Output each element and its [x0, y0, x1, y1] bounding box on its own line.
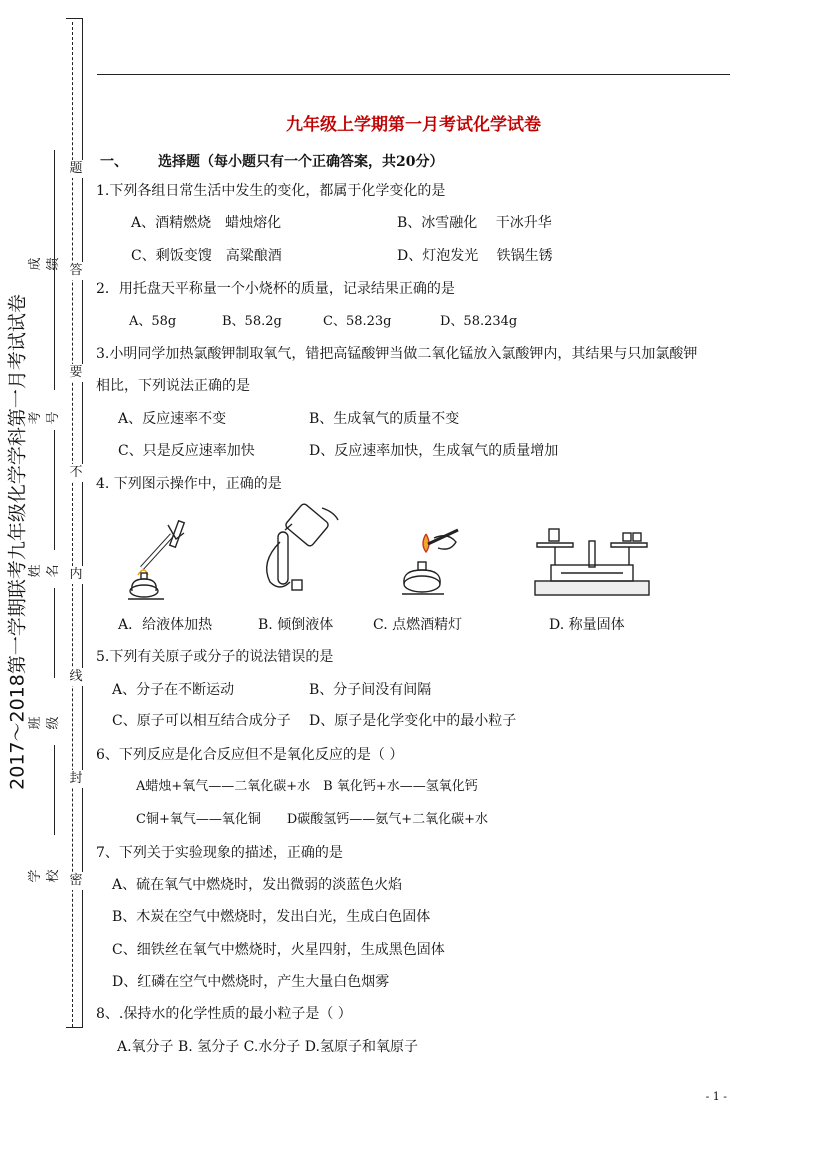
seal-char: 密: [69, 873, 83, 888]
question-4-stem: 4. 下列图示操作中，正确的是: [96, 476, 282, 492]
page-number: - 1 -: [705, 1090, 727, 1103]
q2-option-c[interactable]: C、58.23g: [323, 314, 392, 329]
q7-option-d[interactable]: D、红磷在空气中燃烧时，产生大量白色烟雾: [112, 974, 390, 990]
field-label-class: 班级: [28, 716, 61, 730]
q7-option-b[interactable]: B、木炭在空气中燃烧时，发出白光，生成白色固体: [112, 909, 431, 925]
field-line-score: [54, 150, 55, 390]
seal-cap-top: [66, 18, 82, 19]
q3-option-a[interactable]: A、反应速率不变: [118, 411, 227, 427]
field-label-school: 学校: [28, 869, 61, 883]
q1-option-b[interactable]: B、冰雪融化 干冰升华: [397, 215, 552, 231]
question-1-stem: 1.下列各组日常生活中发生的变化，都属于化学变化的是: [96, 183, 446, 199]
figure-heating-liquid: [124, 513, 194, 603]
seal-char: 不: [69, 465, 83, 480]
q4-option-c[interactable]: C. 点燃酒精灯: [373, 617, 463, 633]
q2-option-b[interactable]: B、58.2g: [222, 314, 282, 329]
q7-option-a[interactable]: A、硫在氧气中燃烧时，发出微弱的淡蓝色火焰: [112, 877, 403, 893]
page-title: 九年级上学期第一月考试化学试卷: [286, 115, 541, 135]
q4-option-a[interactable]: A．给液体加热: [118, 617, 213, 633]
q1-option-d[interactable]: D、灯泡发光 铁锅生锈: [397, 248, 553, 264]
field-line-name: [54, 588, 55, 678]
q6-options-ab[interactable]: A蜡烛+氧气——二氧化碳+水 B 氧化钙+水——氢氧化钙: [136, 779, 478, 794]
field-label-name: 姓名: [28, 564, 61, 578]
q4-option-d[interactable]: D. 称量固体: [549, 617, 625, 633]
seal-char: 线: [69, 669, 83, 684]
field-label-exam-no: 考号: [28, 411, 61, 425]
question-6-stem: 6、下列反应是化合反应但不是氧化反应的是（ ）: [96, 747, 404, 763]
q3-option-b[interactable]: B、生成氧气的质量不变: [309, 411, 460, 427]
figure-pouring-liquid: [252, 502, 342, 602]
field-label-score: 成绩: [28, 257, 61, 271]
question-2-stem: 2．用托盘天平称量一个小烧杯的质量，记录结果正确的是: [96, 281, 455, 297]
figure-balance-scale: [531, 521, 653, 601]
seal-cap-bottom: [66, 1027, 82, 1028]
seal-char: 答: [69, 263, 83, 278]
question-7-stem: 7、下列关于实验现象的描述，正确的是: [96, 845, 343, 861]
q8-options[interactable]: A.氧分子 B. 氢分子 C.水分子 D.氢原子和氧原子: [117, 1039, 418, 1055]
q6-options-cd[interactable]: C铜+氧气——氧化铜 D碳酸氢钙——氨气+二氧化碳+水: [136, 812, 489, 827]
q2-option-a[interactable]: A、58g: [129, 314, 177, 329]
q7-option-c[interactable]: C、细铁丝在氧气中燃烧时，火星四射，生成黑色固体: [112, 942, 445, 958]
seal-char: 封: [69, 771, 83, 786]
q5-option-c[interactable]: C、原子可以相互结合成分子: [112, 713, 291, 729]
field-line-exam-no: [54, 430, 55, 550]
q1-option-a[interactable]: A、酒精燃烧 蜡烛熔化: [131, 215, 282, 231]
side-vertical-title: 2017～2018第一学期联考九年级化学学科第一月考试试卷: [6, 294, 29, 790]
question-3-stem: 3.小明同学加热氯酸钾制取氧气，错把高锰酸钾当做二氧化锰放入氯酸钾内，其结果与只加氯酸钾: [96, 346, 698, 362]
header-rule: [97, 74, 730, 75]
question-3-stem-cont: 相比，下列说法正确的是: [96, 378, 250, 394]
question-5-stem: 5.下列有关原子或分子的说法错误的是: [96, 649, 334, 665]
question-8-stem: 8、.保持水的化学性质的最小粒子是（ ）: [96, 1006, 352, 1022]
q3-option-c[interactable]: C、只是反应速率加快: [118, 443, 255, 459]
q4-option-b[interactable]: B. 倾倒液体: [258, 617, 334, 633]
seal-char: 内: [69, 567, 83, 582]
seal-char: 要: [69, 365, 83, 380]
q5-option-a[interactable]: A、分子在不断运动: [112, 682, 235, 698]
q5-option-d[interactable]: D、原子是化学变化中的最小粒子: [309, 713, 517, 729]
q2-option-d[interactable]: D、58.234g: [440, 314, 518, 329]
section-heading: 一、 选择题（每小题只有一个正确答案，共20分）: [100, 154, 444, 170]
q1-option-c[interactable]: C、剩饭变馊 高粱酿酒: [131, 248, 282, 264]
q5-option-b[interactable]: B、分子间没有间隔: [309, 682, 432, 698]
field-line-class: [54, 745, 55, 835]
seal-char: 题: [69, 161, 83, 176]
figure-lighting-lamp: [398, 522, 468, 602]
q3-option-d[interactable]: D、反应速率加快，生成氧气的质量增加: [309, 443, 559, 459]
